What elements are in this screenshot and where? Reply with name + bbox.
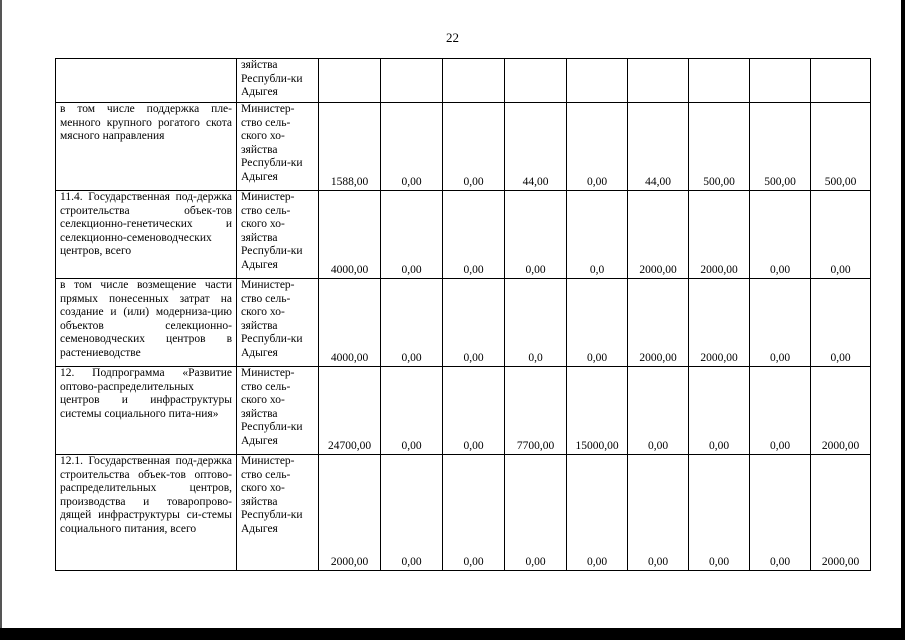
value-cell: 2000,00	[811, 367, 871, 455]
value-cell: 0,00	[443, 367, 505, 455]
value-cell: 7700,00	[505, 367, 567, 455]
value-cell: 1588,00	[319, 103, 381, 191]
row-description: 11.4. Государственная под-держка строительства объек-тов селекционно-генетических и селекционно-семеноводческих центров, всего	[56, 191, 237, 279]
value-cell: 4000,00	[319, 191, 381, 279]
value-cell: 0,00	[689, 367, 750, 455]
value-cell: 0,00	[381, 103, 443, 191]
value-cell: 0,00	[750, 367, 811, 455]
value-cell	[319, 59, 381, 103]
row-description: в том числе поддержка пле-менного крупного рогатого скота мясного направления	[56, 103, 237, 191]
table-row	[56, 279, 871, 367]
row-executor: Министер-ство сель-ского хо-зяйства Республи-ки Адыгея	[237, 279, 319, 367]
row-description: 12. Подпрограмма «Развитие оптово-распределительных центров и инфраструктуры системы социального пита-ния»	[56, 367, 237, 455]
row-description: 12.1. Государственная под-держка строительства объек-тов оптово-распределительных центров, производства и товаропрово-дящей инфраструктуры си-стемы социального питания, всего	[56, 455, 237, 571]
value-cell: 15000,00	[567, 367, 628, 455]
value-cell: 0,00	[689, 455, 750, 571]
budget-table	[55, 58, 871, 571]
scan-right-edge	[901, 0, 905, 630]
table-row	[56, 103, 871, 191]
row-executor: Министер-ство сель-ского хо-зяйства Республи-ки Адыгея	[237, 103, 319, 191]
value-cell: 44,00	[628, 103, 689, 191]
value-cell: 2000,00	[319, 455, 381, 571]
scan-left-edge	[0, 0, 2, 640]
value-cell: 0,00	[750, 455, 811, 571]
row-executor: зяйства Республи-ки Адыгея	[237, 59, 319, 103]
table-row	[56, 455, 871, 571]
value-cell: 2000,00	[628, 279, 689, 367]
value-cell	[567, 59, 628, 103]
value-cell	[750, 59, 811, 103]
value-cell: 0,00	[381, 191, 443, 279]
value-cell: 0,0	[505, 279, 567, 367]
value-cell: 0,00	[505, 191, 567, 279]
row-executor: Министер-ство сель-ского хо-зяйства Республи-ки Адыгея	[237, 191, 319, 279]
value-cell: 0,00	[750, 191, 811, 279]
value-cell: 0,00	[381, 367, 443, 455]
value-cell	[689, 59, 750, 103]
value-cell: 0,0	[567, 191, 628, 279]
value-cell: 0,00	[443, 103, 505, 191]
row-description	[56, 59, 237, 103]
value-cell: 0,00	[628, 455, 689, 571]
value-cell: 0,00	[750, 279, 811, 367]
value-cell: 2000,00	[628, 191, 689, 279]
value-cell: 2000,00	[689, 191, 750, 279]
row-executor: Министер-ство сель-ского хо-зяйства Республи-ки Адыгея	[237, 455, 319, 571]
value-cell: 0,00	[443, 191, 505, 279]
table-row	[56, 59, 871, 103]
value-cell: 2000,00	[689, 279, 750, 367]
value-cell: 0,00	[811, 279, 871, 367]
value-cell: 0,00	[381, 279, 443, 367]
value-cell: 4000,00	[319, 279, 381, 367]
value-cell: 0,00	[505, 455, 567, 571]
value-cell	[381, 59, 443, 103]
value-cell: 0,00	[628, 367, 689, 455]
row-description: в том числе возмещение части прямых понесенных затрат на создание и (или) модерниза-цию объектов селекционно-семеноводческих центров в растениеводстве	[56, 279, 237, 367]
value-cell: 0,00	[567, 455, 628, 571]
value-cell	[811, 59, 871, 103]
scan-bottom-edge	[0, 628, 905, 640]
value-cell: 44,00	[505, 103, 567, 191]
value-cell: 500,00	[811, 103, 871, 191]
value-cell: 0,00	[567, 103, 628, 191]
table-row	[56, 367, 871, 455]
value-cell: 500,00	[689, 103, 750, 191]
page-number: 22	[446, 30, 459, 45]
value-cell	[443, 59, 505, 103]
value-cell: 0,00	[381, 455, 443, 571]
value-cell: 24700,00	[319, 367, 381, 455]
value-cell: 0,00	[811, 191, 871, 279]
value-cell	[628, 59, 689, 103]
value-cell: 2000,00	[811, 455, 871, 571]
value-cell: 0,00	[443, 455, 505, 571]
table-body	[56, 59, 871, 571]
row-executor: Министер-ство сель-ского хо-зяйства Республи-ки Адыгея	[237, 367, 319, 455]
value-cell	[505, 59, 567, 103]
value-cell: 0,00	[443, 279, 505, 367]
table-row	[56, 191, 871, 279]
value-cell: 500,00	[750, 103, 811, 191]
value-cell: 0,00	[567, 279, 628, 367]
